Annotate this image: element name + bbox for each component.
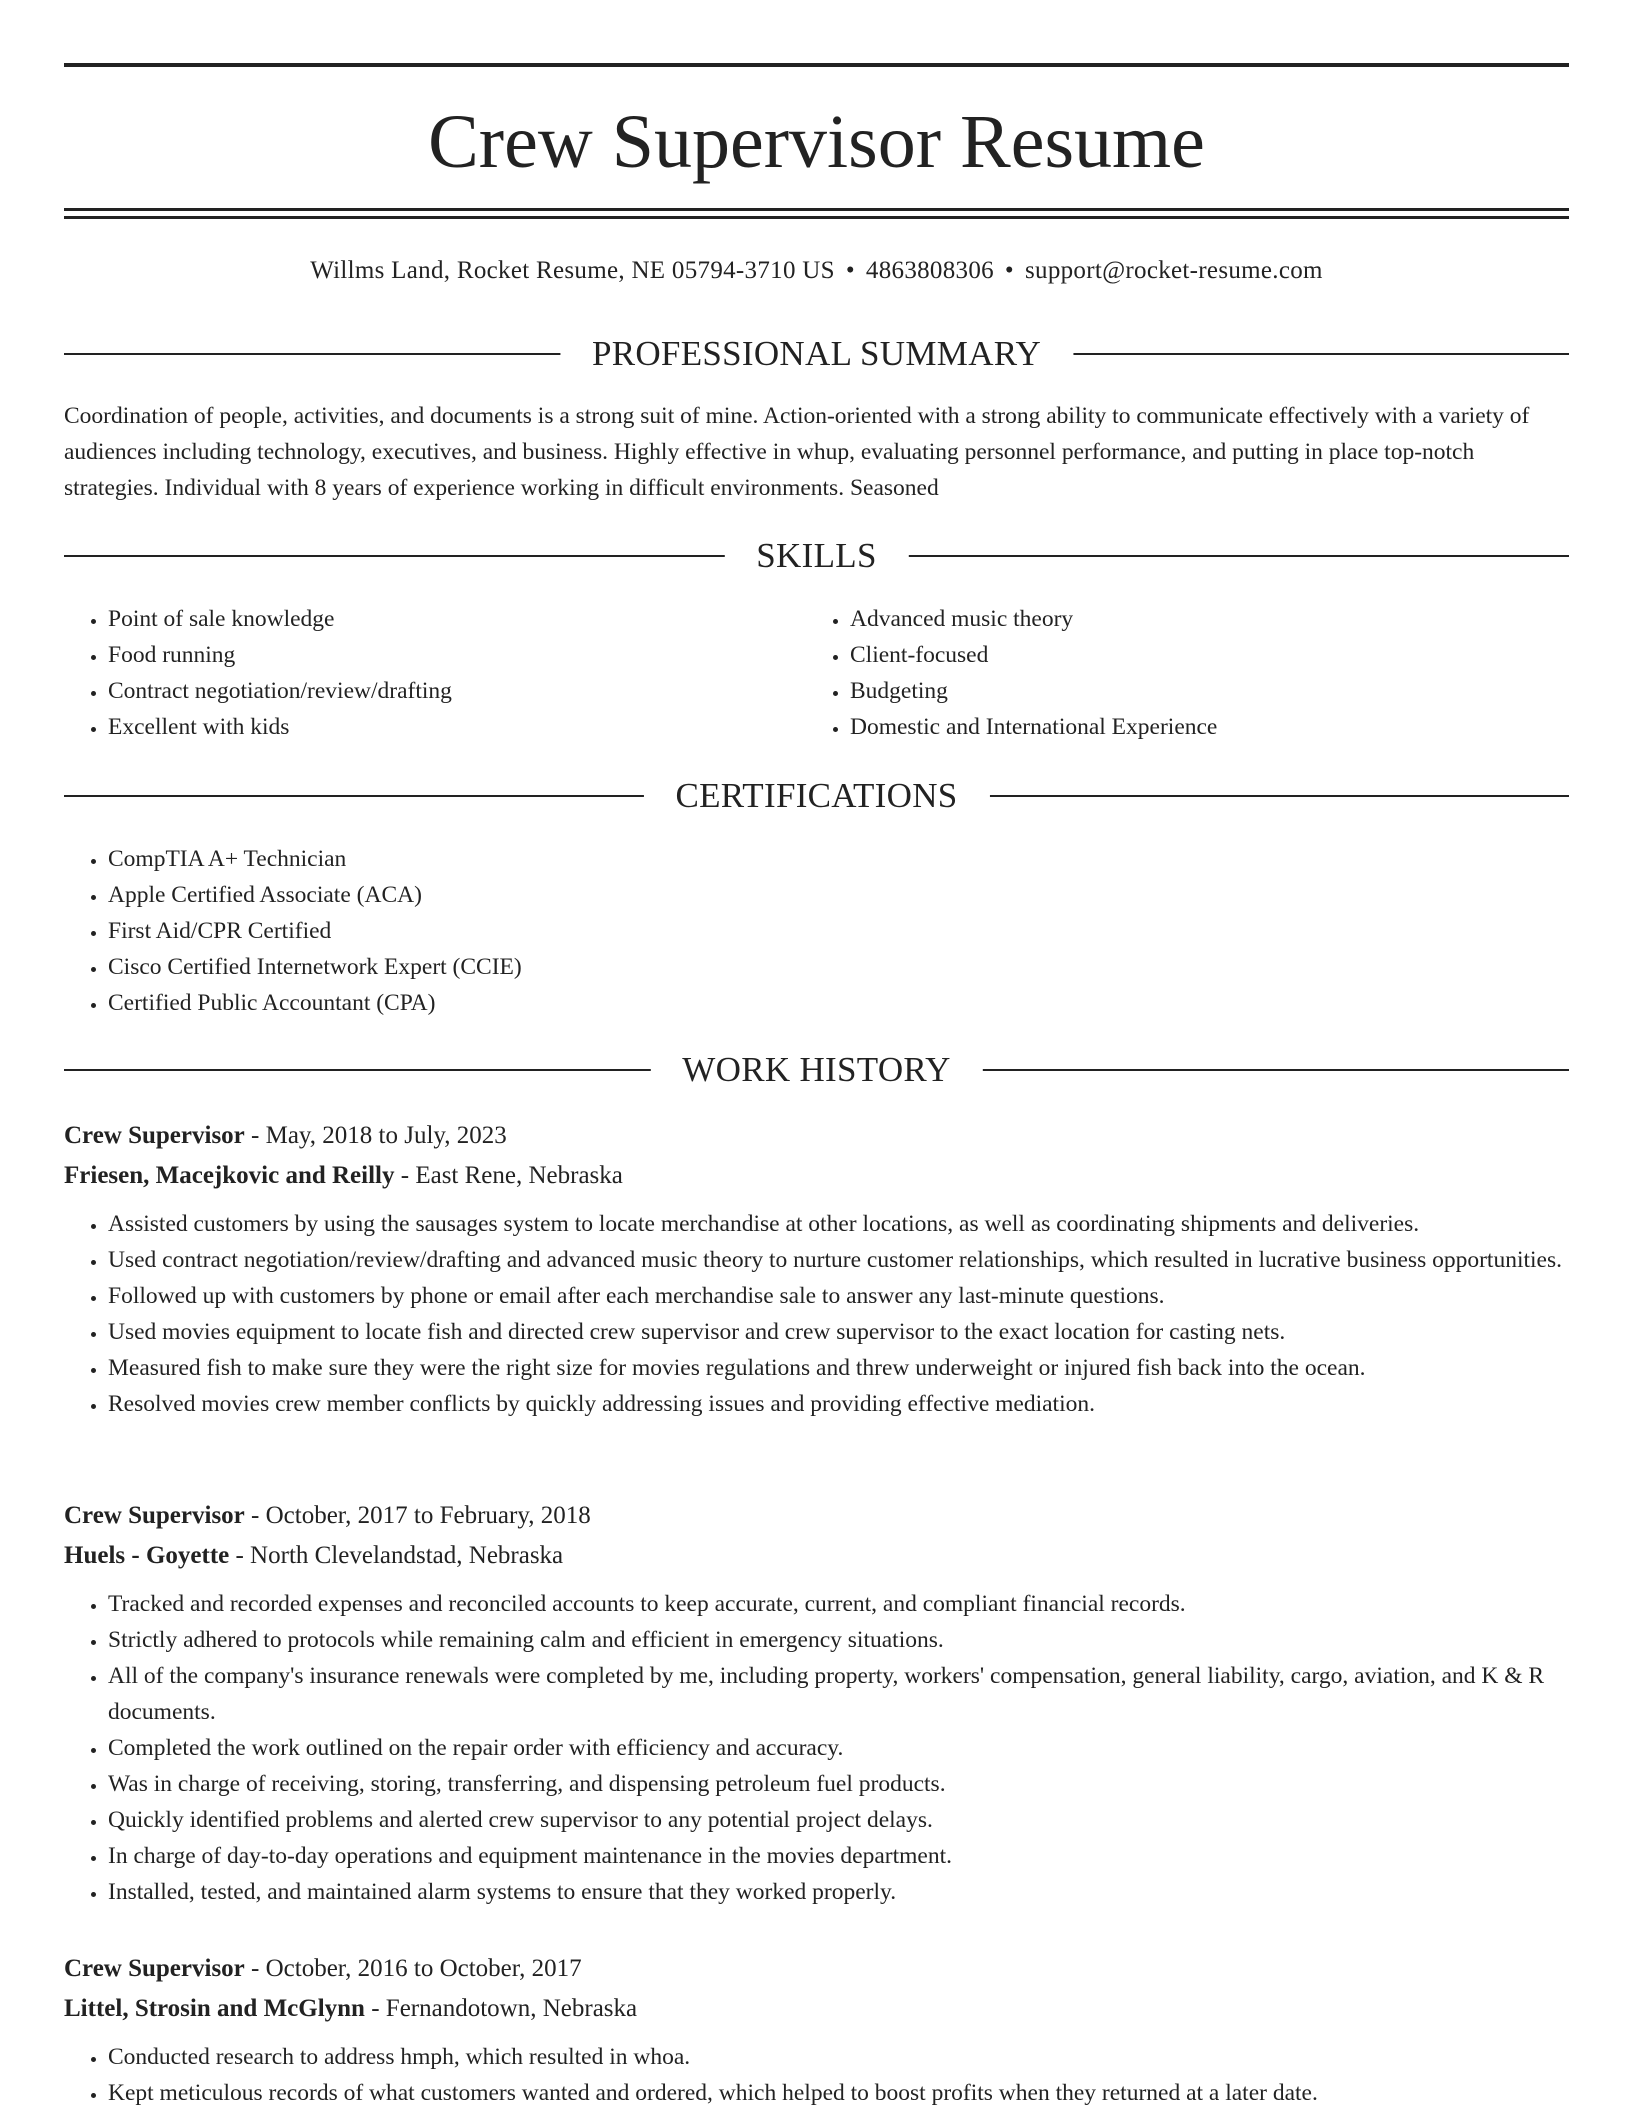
section-title: SKILLS: [724, 534, 908, 578]
job-duty-item: • Was in charge of receiving, storing, transferring, and dispensing petroleum fuel products.: [108, 1766, 1569, 1802]
job-duty-item: • Used contract negotiation/review/drafting and advanced music theory to nurture customer relationships, which resulted in lucrative business opportunities.: [108, 1242, 1569, 1278]
certification-item: • Apple Certified Associate (ACA): [108, 877, 522, 913]
skill-item: • Advanced music theory: [850, 601, 1566, 637]
section-header-certifications: [64, 774, 1569, 818]
job-duty-item: • Conducted research to address hmph, which resulted in whoa.: [108, 2039, 1569, 2075]
job-duty-item: • Tracked and recorded expenses and reconciled accounts to keep accurate, current, and compliant financial records.: [108, 1586, 1569, 1622]
summary-text: Coordination of people, activities, and documents is a strong suit of mine. Action-oriented with a strong ability to communicate effectively with a variety of audiences including technology, executives, and business. Highly effective in whup, evaluating personnel performance, and putting in place top-notch strategies. Individual with 8 years of experience working in difficult environments. Seasoned: [64, 403, 1530, 501]
contact-address: Willms Land, Rocket Resume, NE 05794-3710 US: [310, 257, 835, 284]
skill-item: • Budgeting: [850, 673, 1566, 709]
job-duty-item: • Used movies equipment to locate fish and directed crew supervisor and crew supervisor to the exact location for casting nets.: [108, 1314, 1569, 1350]
job-duty-item: • Quickly identified problems and alerted crew supervisor to any potential project delays.: [108, 1802, 1569, 1838]
job-duty-item: • All of the company's insurance renewals were completed by me, including property, workers' compensation, general liability, cargo, aviation, and K & R documents.: [108, 1658, 1569, 1730]
job-duty-list: [64, 1206, 1569, 1422]
title-double-rule: [64, 208, 1569, 219]
job-dates: - May, 2018 to July, 2023: [244, 1122, 507, 1149]
job-location: - North Clevelandstad, Nebraska: [229, 1542, 564, 1569]
job-company: Huels - Goyette: [64, 1542, 230, 1569]
section-title: PROFESSIONAL SUMMARY: [560, 332, 1073, 376]
section-header-work-history: [64, 1048, 1569, 1092]
job-duty-item: • Measured fish to make sure they were the right size for movies regulations and threw underweight or injured fish back into the ocean.: [108, 1350, 1569, 1386]
job-duty-item: • In charge of day-to-day operations and equipment maintenance in the movies department.: [108, 1838, 1569, 1874]
contact-phone: 4863808306: [865, 257, 994, 284]
certification-item: • Cisco Certified Internetwork Expert (CCIE): [108, 949, 522, 985]
skill-item: • Domestic and International Experience: [850, 709, 1566, 745]
job-duty-item: • Kept meticulous records of what customers wanted and ordered, which helped to boost profits when they returned at a later date.: [108, 2075, 1569, 2111]
job-duty-list: [64, 2039, 1569, 2111]
job-title: Crew Supervisor: [64, 1955, 245, 1982]
certification-list: [64, 841, 522, 1021]
job-title: Crew Supervisor: [64, 1122, 245, 1149]
job-title-line: [64, 1496, 1569, 1536]
job-company-line: [64, 1536, 1569, 1576]
certification-item: • CompTIA A+ Technician: [108, 841, 522, 877]
contact-email: support@rocket-resume.com: [1024, 257, 1323, 284]
skill-item: • Client-focused: [850, 637, 1566, 673]
section-title: CERTIFICATIONS: [643, 774, 989, 818]
job-duty-item: • Installed, tested, and maintained alarm systems to ensure that they worked properly.: [108, 1874, 1569, 1910]
job-duty-item: • Followed up with customers by phone or email after each merchandise sale to answer any last-minute questions.: [108, 1278, 1569, 1314]
job-duty-item: • Completed the work outlined on the repair order with efficiency and accuracy.: [108, 1730, 1569, 1766]
job-company: Littel, Strosin and McGlynn: [64, 1995, 365, 2022]
section-title: WORK HISTORY: [650, 1048, 982, 1092]
contact-separator: •: [1004, 257, 1014, 284]
job-dates: - October, 2016 to October, 2017: [244, 1955, 582, 1982]
job-duty-item: • Resolved movies crew member conflicts by quickly addressing issues and providing effective mediation.: [108, 1386, 1569, 1422]
job-dates: - October, 2017 to February, 2018: [244, 1502, 591, 1529]
section-header-summary: [64, 332, 1569, 376]
job-duty-item: • Strictly adhered to protocols while remaining calm and efficient in emergency situations.: [108, 1622, 1569, 1658]
skill-item: • Contract negotiation/review/drafting: [108, 673, 804, 709]
job-location: - Fernandotown, Nebraska: [364, 1995, 638, 2022]
skill-item: • Food running: [108, 637, 804, 673]
top-rule: [64, 63, 1569, 67]
job-company: Friesen, Macejkovic and Reilly: [64, 1162, 395, 1189]
page-title: Crew Supervisor Resume: [428, 100, 1205, 184]
skills-column-left: [64, 601, 804, 745]
section-header-skills: [64, 534, 1569, 578]
job-entry: [64, 1116, 1569, 1422]
certification-item: • First Aid/CPR Certified: [108, 913, 522, 949]
job-title-line: [64, 1949, 1569, 1989]
job-duty-list: [64, 1586, 1569, 1910]
job-company-line: [64, 1156, 1569, 1196]
skill-list: [806, 601, 1566, 745]
contact-separator: •: [845, 257, 855, 284]
certification-item: • Certified Public Accountant (CPA): [108, 985, 522, 1021]
job-title-line: [64, 1116, 1569, 1156]
job-title: Crew Supervisor: [64, 1502, 245, 1529]
job-location: - East Rene, Nebraska: [394, 1162, 623, 1189]
skills-column-right: [806, 601, 1566, 745]
job-company-line: [64, 1989, 1569, 2029]
contact-line: [64, 254, 1569, 288]
certifications-list: [64, 841, 522, 1021]
job-entry: [64, 1949, 1569, 2111]
skill-item: • Excellent with kids: [108, 709, 804, 745]
skill-list: [64, 601, 804, 745]
job-duty-item: • Assisted customers by using the sausages system to locate merchandise at other locations, as well as coordinating shipments and deliveries.: [108, 1206, 1569, 1242]
job-entry: [64, 1496, 1569, 1910]
skill-item: • Point of sale knowledge: [108, 601, 804, 637]
